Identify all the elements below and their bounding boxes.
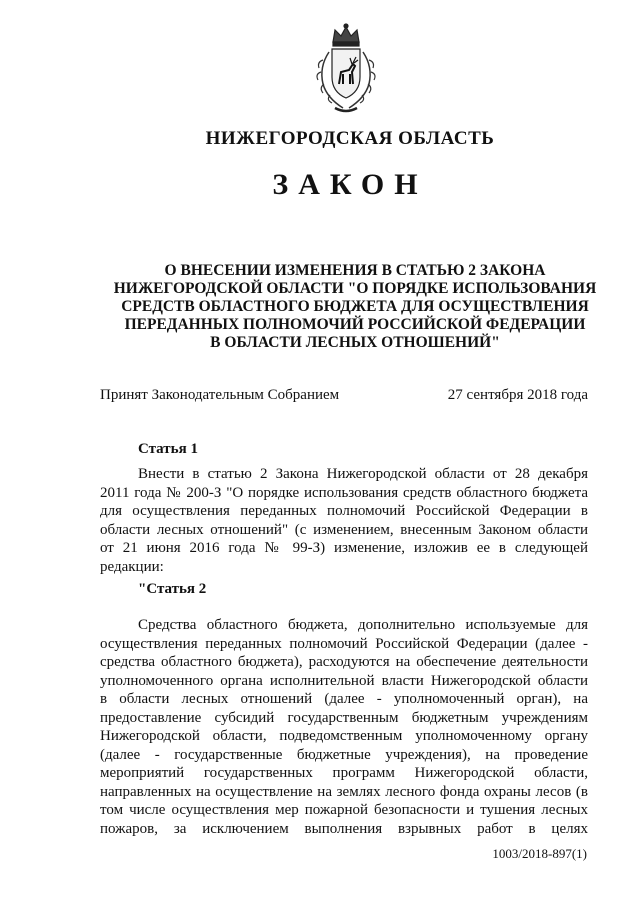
document-code: 1003/2018-897(1): [492, 846, 587, 861]
law-title-line: О ВНЕСЕНИИ ИЗМЕНЕНИЯ В СТАТЬЮ 2 ЗАКОНА: [164, 262, 546, 279]
text-line: пожаров, за исключением выполнения взрывных работ в целях: [100, 820, 588, 837]
law-title: [105, 262, 605, 352]
text-line: Нижегородской области, подведомственным уполномоченному органу: [100, 728, 588, 744]
document-type: ЗАКОН: [272, 168, 428, 201]
law-title-line: НИЖЕГОРОДСКОЙ ОБЛАСТИ "О ПОРЯДКЕ ИСПОЛЬЗОВАНИЯ: [113, 280, 597, 297]
text-line: осуществления переданных полномочий Российской Федерации (далее -: [100, 635, 588, 652]
text-line: том числе осуществления мер пожарной безопасности и тушения лесных: [100, 802, 588, 818]
adopted-by-label: Принят Законодательным Собранием: [100, 387, 340, 403]
text-line: Внести в статью 2 Закона Нижегородской области от 28 декабря: [138, 466, 588, 482]
law-title-line: ПЕРЕДАННЫХ ПОЛНОМОЧИЙ РОССИЙСКОЙ ФЕДЕРАЦИИ: [124, 316, 586, 333]
text-line: уполномоченного органа исполнительной власти Нижегородской области: [100, 672, 588, 689]
law-title-line: СРЕДСТВ ОБЛАСТНОГО БЮДЖЕТА ДЛЯ ОСУЩЕСТВЛЕНИЯ: [121, 298, 589, 315]
coat-of-arms-icon: [305, 22, 387, 118]
text-line: предоставление субсидий государственным бюджетным учреждениям: [100, 709, 588, 726]
law-title-line: В ОБЛАСТИ ЛЕСНЫХ ОТНОШЕНИЙ": [210, 334, 500, 351]
text-line: Средства областного бюджета, дополнительно используемые для: [138, 617, 588, 633]
quoted-article-heading: "Статья 2: [138, 581, 207, 597]
article-1-heading: Статья 1: [138, 441, 198, 457]
text-line: мероприятий государственных программ Нижегородской области,: [100, 765, 588, 781]
article-1-text: [100, 465, 588, 576]
region-name: НИЖЕГОРОДСКАЯ ОБЛАСТЬ: [205, 128, 495, 149]
text-line: редакции:: [100, 558, 164, 575]
text-line: (далее - государственные бюджетные учреждения), на проведение: [100, 746, 588, 763]
text-line: в области лесных отношений (далее - уполномоченный орган), на: [100, 691, 588, 707]
text-line: от 21 июня 2016 года № 99-З) изменение, изложив ее в следующей: [100, 540, 588, 556]
quoted-article-text: [100, 616, 588, 838]
adoption-date: 27 сентября 2018 года: [447, 387, 588, 403]
text-line: средства областного бюджета), расходуются на обеспечение деятельности: [100, 654, 588, 670]
text-line: направленных на осуществление на землях лесного фонда охраны лесов (в: [100, 783, 588, 800]
text-line: области лесных отношений" (с изменением, внесенным Законом области: [100, 521, 588, 538]
text-line: 2011 года № 200-З "О порядке использования средств областного бюджета: [100, 484, 588, 501]
text-line: для осуществления переданных полномочий Российской Федерации в: [100, 503, 588, 519]
adoption-info: [100, 387, 588, 404]
